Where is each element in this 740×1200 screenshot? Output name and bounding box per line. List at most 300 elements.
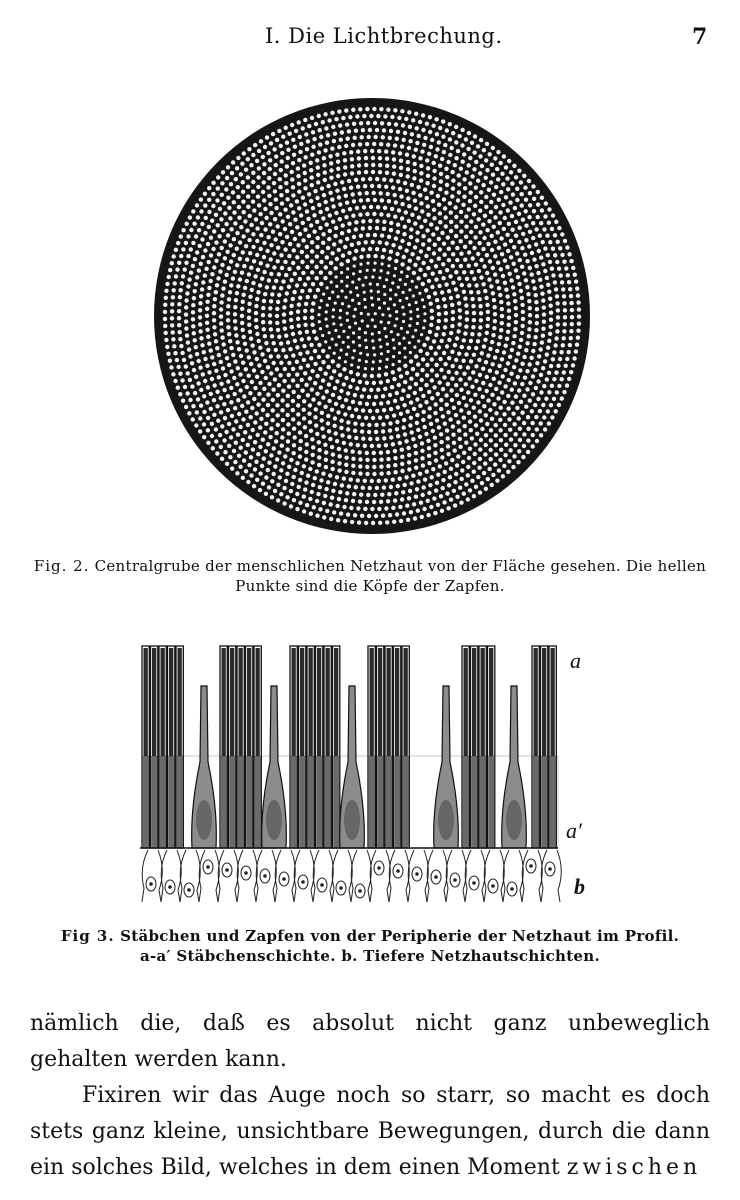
- cone-dot: [460, 128, 464, 132]
- cone-dot: [289, 318, 293, 322]
- cone-dot: [364, 416, 368, 420]
- cone-dot: [440, 455, 444, 459]
- cone-dot: [312, 505, 316, 509]
- cone-dot: [328, 191, 332, 195]
- cone-dot: [416, 479, 420, 483]
- cone-dot: [400, 109, 404, 113]
- cone-dot: [395, 420, 399, 424]
- cone-dot: [519, 400, 523, 404]
- cone-dot: [409, 227, 413, 231]
- cone-dot: [479, 418, 483, 422]
- cone-dot: [201, 372, 205, 376]
- cone-dot: [314, 265, 318, 269]
- cone-dot: [270, 334, 274, 338]
- cone-dot: [320, 186, 324, 190]
- cone-dot: [313, 476, 317, 480]
- cone-dot: [295, 225, 299, 229]
- cone-dot: [462, 290, 466, 294]
- cone-dot: [571, 266, 575, 270]
- cone-dot: [415, 286, 418, 289]
- cone-dot: [197, 359, 201, 363]
- cone-dot: [528, 306, 532, 310]
- cone-dot: [303, 228, 307, 232]
- cone-dot: [356, 185, 360, 189]
- nucleolus: [244, 871, 248, 875]
- cone-dot: [328, 229, 332, 233]
- cone-dot: [505, 233, 509, 237]
- cone-dot: [479, 318, 483, 322]
- cone-dot: [520, 382, 524, 386]
- cone-dot: [420, 333, 423, 336]
- cone-dot: [280, 240, 284, 244]
- cone-dot: [427, 152, 431, 156]
- cone-dot: [383, 302, 386, 305]
- cone-dot: [279, 144, 283, 148]
- cone-dot: [425, 352, 429, 356]
- cone-dot: [247, 323, 251, 327]
- cone-dot: [399, 173, 403, 177]
- cone-dot: [422, 485, 426, 489]
- cone-dot: [267, 278, 271, 282]
- cone-dot: [246, 157, 250, 161]
- cone-dot: [462, 372, 466, 376]
- cone-dot: [257, 392, 261, 396]
- cone-dot: [269, 371, 273, 375]
- cone-dot: [273, 489, 277, 493]
- cone-dot: [542, 227, 546, 231]
- cone-dot: [346, 137, 350, 141]
- cone-dot: [494, 387, 498, 391]
- cone-dot: [483, 452, 487, 456]
- rod-inner-segment: [160, 756, 166, 848]
- cone-dot: [193, 257, 197, 261]
- cone-dot: [441, 486, 445, 490]
- cone-dot: [384, 506, 388, 510]
- cone-dot: [371, 170, 375, 174]
- cone-dot: [321, 241, 325, 245]
- cone-dot: [379, 107, 383, 111]
- cone-dot: [529, 356, 533, 360]
- cone-dot: [261, 482, 265, 486]
- cone-dot: [267, 194, 271, 198]
- cone-dot: [220, 335, 224, 339]
- cone-dot: [268, 435, 272, 439]
- cone-dot: [514, 234, 518, 238]
- cone-dot: [414, 206, 418, 210]
- cone-dot: [387, 307, 390, 310]
- cone-dot: [228, 339, 232, 343]
- cone-dot: [528, 398, 532, 402]
- cone-dot: [437, 284, 441, 288]
- cone-dot: [255, 226, 259, 230]
- cone-dot: [280, 444, 284, 448]
- cone-dot: [440, 231, 444, 235]
- cone-dot: [335, 504, 339, 508]
- cone-dot: [429, 259, 433, 263]
- cone-dot: [198, 301, 202, 305]
- cone-dot: [375, 226, 379, 230]
- cone-dot: [370, 444, 374, 448]
- cone-dot: [346, 267, 349, 270]
- rod-inner-segment: [550, 756, 556, 848]
- cone-dot: [548, 240, 552, 244]
- cone-dot: [455, 495, 459, 499]
- cone-dot: [513, 432, 517, 436]
- cone-dot: [278, 475, 282, 479]
- cone-dot: [534, 227, 538, 231]
- cone-dot: [326, 286, 329, 289]
- cone-dot: [483, 214, 487, 218]
- cone-dot: [469, 359, 473, 363]
- cone-dot: [255, 411, 259, 415]
- cone-dot: [449, 296, 453, 300]
- cone-dot: [220, 424, 224, 428]
- cone-dot: [383, 387, 387, 391]
- cone-dot: [344, 376, 348, 380]
- cone-dot: [516, 275, 520, 279]
- cone-dot: [457, 134, 461, 138]
- cone-dot: [521, 455, 525, 459]
- cone-dot: [531, 349, 535, 353]
- cone-dot: [393, 399, 397, 403]
- cone-dot: [574, 279, 578, 283]
- cone-dot: [342, 151, 346, 155]
- cone-dot: [484, 413, 488, 417]
- cone-dot: [488, 369, 492, 373]
- cone-dot: [500, 314, 504, 318]
- cone-dot: [337, 248, 341, 252]
- cone-dot: [427, 454, 431, 458]
- cone-dot: [358, 213, 362, 217]
- cone-dot: [298, 501, 302, 505]
- cone-dot: [342, 341, 345, 344]
- cone-dot: [297, 324, 301, 328]
- cone-dot: [289, 489, 293, 493]
- cone-dot: [236, 195, 240, 199]
- cone-dot: [420, 149, 424, 153]
- cone-dot: [379, 360, 382, 363]
- figure3-caption: [40, 926, 700, 966]
- cone-dot: [476, 252, 480, 256]
- cone-dot: [388, 393, 392, 397]
- cone-dot: [566, 273, 570, 277]
- cone-dot: [451, 281, 455, 285]
- cone-dot: [447, 247, 451, 251]
- cone-dot: [351, 299, 354, 302]
- cone-dot: [354, 178, 358, 182]
- cone-dot: [331, 489, 335, 493]
- cone-dot: [385, 365, 388, 368]
- cone-dot: [368, 486, 372, 490]
- cone-dot: [423, 319, 426, 322]
- cone-dot: [325, 207, 329, 211]
- cone-dot: [494, 185, 498, 189]
- cone-dot: [344, 448, 348, 452]
- fovea-illustration: [152, 96, 592, 536]
- cone-dot: [449, 388, 453, 392]
- cone-dot: [230, 466, 234, 470]
- rod-inner-segment: [151, 756, 157, 848]
- cone-dot: [257, 203, 261, 207]
- cone-dot: [223, 416, 227, 420]
- cone-dot: [181, 274, 185, 278]
- cone-dot: [534, 328, 538, 332]
- cone-dot: [417, 134, 421, 138]
- cone-dot: [313, 381, 317, 385]
- cone-dot: [451, 264, 455, 268]
- cone-dot: [382, 227, 386, 231]
- cone-dot: [248, 435, 252, 439]
- cone-dot: [404, 356, 407, 359]
- cone-dot: [267, 176, 271, 180]
- cone-dot: [251, 232, 255, 236]
- cone-dot: [303, 309, 307, 313]
- cone-dot: [328, 331, 331, 334]
- cone-dot: [238, 465, 242, 469]
- cone-dot: [349, 477, 353, 481]
- cone-dot: [175, 267, 179, 271]
- cone-dot: [416, 362, 420, 366]
- cone-dot: [275, 138, 279, 142]
- cone-dot: [464, 482, 468, 486]
- cone-dot: [257, 166, 261, 170]
- cone-dot: [439, 179, 443, 183]
- cone-dot: [553, 253, 557, 257]
- cone-dot: [378, 156, 382, 160]
- cone-dot: [534, 264, 538, 268]
- cone-dot: [334, 329, 337, 332]
- cone-dot: [258, 212, 262, 216]
- cone-dot: [394, 200, 398, 204]
- cone-dot: [263, 334, 267, 338]
- cone-dot: [485, 324, 489, 328]
- cone-dot: [175, 358, 179, 362]
- cone-dot: [360, 429, 364, 433]
- cone-dot: [400, 497, 404, 501]
- cone-dot: [278, 185, 282, 189]
- cone-dot: [407, 453, 411, 457]
- cone-dot: [305, 330, 309, 334]
- cone-dot: [311, 282, 315, 286]
- cone-dot: [446, 160, 450, 164]
- cone-dot: [255, 159, 259, 163]
- cone-dot: [372, 500, 376, 504]
- cone-dot: [396, 405, 400, 409]
- cone-dot: [282, 486, 286, 490]
- cone-dot: [324, 450, 328, 454]
- cone-dot: [478, 490, 482, 494]
- cone-dot: [374, 262, 377, 265]
- cone-dot: [357, 366, 360, 369]
- cone-dot: [523, 253, 527, 257]
- cone-dot: [368, 247, 372, 251]
- cone-dot: [445, 128, 449, 132]
- cone-dot: [274, 279, 278, 283]
- cone-dot: [457, 182, 461, 186]
- cone-dot: [198, 315, 202, 319]
- cone-dot: [342, 441, 346, 445]
- cone-dot: [402, 313, 405, 316]
- cone-dot: [192, 368, 196, 372]
- cone-dot: [352, 256, 356, 260]
- cone-dot: [506, 406, 510, 410]
- cone-dot: [286, 422, 290, 426]
- cone-dot: [292, 248, 296, 252]
- cone-dot: [340, 231, 344, 235]
- cone-dot: [525, 259, 529, 263]
- cone-dot: [324, 126, 328, 130]
- cone-dot: [517, 388, 521, 392]
- cone-dot: [370, 507, 374, 511]
- cone-dot: [376, 283, 379, 286]
- cone-dot: [522, 444, 526, 448]
- cone-dot: [270, 292, 274, 296]
- cone-dot: [375, 128, 379, 132]
- cone-dot: [333, 182, 337, 186]
- cone-dot: [376, 388, 380, 392]
- cone-dot: [333, 352, 336, 355]
- rod-inner-segment: [221, 756, 227, 848]
- cone-dot: [276, 328, 280, 332]
- cone-dot: [530, 409, 534, 413]
- cone-dot: [534, 415, 538, 419]
- cone-dot: [277, 450, 281, 454]
- cone-dot: [401, 123, 405, 127]
- cone-dot: [206, 416, 210, 420]
- cone-dot: [304, 302, 308, 306]
- cone-dot: [402, 511, 406, 515]
- cone-dot: [408, 139, 412, 143]
- cone-dot: [395, 512, 399, 516]
- cone-dot: [549, 325, 553, 329]
- cone-dot: [286, 413, 290, 417]
- cone-dot: [524, 278, 528, 282]
- cone-dot: [365, 360, 368, 363]
- cone-dot: [340, 404, 344, 408]
- cone-dot: [338, 490, 342, 494]
- cone-dot: [354, 436, 358, 440]
- cone-dot: [269, 354, 273, 358]
- cone-dot: [358, 191, 362, 195]
- cone-dot: [308, 497, 312, 501]
- cone-dot: [239, 172, 243, 176]
- cone-dot: [511, 465, 515, 469]
- cone-dot: [206, 441, 210, 445]
- cone-dot: [234, 441, 238, 445]
- cone-dot: [501, 182, 505, 186]
- cone-dot: [252, 397, 256, 401]
- rod-outer-segment: [489, 648, 493, 756]
- cone-dot: [510, 401, 514, 405]
- cone-dot: [547, 221, 551, 225]
- cone-dot: [446, 436, 450, 440]
- cone-dot: [384, 185, 388, 189]
- cone-dot: [496, 150, 500, 154]
- cone-dot: [285, 141, 289, 145]
- cone-dot: [241, 180, 245, 184]
- cone-dot: [501, 474, 505, 478]
- cone-dot: [276, 413, 280, 417]
- cone-dot: [491, 266, 495, 270]
- cone-dot: [229, 346, 233, 350]
- cone-dot: [460, 345, 464, 349]
- cone-dot: [389, 407, 393, 411]
- cone-dot: [216, 175, 220, 179]
- cone-dot: [214, 439, 218, 443]
- cone-dot: [289, 504, 293, 508]
- cone-dot: [332, 369, 336, 373]
- cone-dot: [324, 372, 328, 376]
- cone-dot: [295, 283, 299, 287]
- cone-dot: [267, 461, 271, 465]
- cone-dot: [489, 180, 493, 184]
- cone-dot: [368, 409, 372, 413]
- cone-dot: [456, 198, 460, 202]
- cone-dot: [177, 323, 181, 327]
- cone-dot: [475, 432, 479, 436]
- cone-dot: [297, 303, 301, 307]
- cone-dot: [494, 205, 498, 209]
- cone-dot: [413, 516, 417, 520]
- cone-dot: [514, 220, 518, 224]
- cone-dot: [367, 514, 371, 518]
- cone-dot: [406, 331, 409, 334]
- cone-dot: [183, 385, 187, 389]
- cone-dot: [556, 240, 560, 244]
- cone-dot: [461, 160, 465, 164]
- cone-dot: [244, 450, 248, 454]
- cone-dot: [305, 442, 309, 446]
- cone-dot: [205, 321, 209, 325]
- cone-dot: [476, 179, 480, 183]
- cone-dot: [478, 373, 482, 377]
- cone-dot: [252, 350, 256, 354]
- cone-dot: [400, 448, 404, 452]
- cone-dot: [548, 260, 552, 264]
- cone-dot: [322, 156, 326, 160]
- cone-body: [344, 800, 360, 840]
- cone-dot: [190, 384, 194, 388]
- nucleolus: [396, 869, 400, 873]
- cone-dot: [537, 249, 541, 253]
- cone-dot: [185, 333, 189, 337]
- cone-dot: [272, 341, 276, 345]
- cone-dot: [369, 114, 373, 118]
- cone-dot: [518, 427, 522, 431]
- cone-dot: [255, 375, 259, 379]
- cone-dot: [397, 116, 401, 120]
- cone-dot: [542, 312, 546, 316]
- cone-dot: [212, 265, 216, 269]
- cone-dot: [473, 415, 477, 419]
- cone-dot: [513, 299, 517, 303]
- cone-dot: [526, 292, 530, 296]
- cone-dot: [306, 217, 310, 221]
- cone-dot: [292, 475, 296, 479]
- cone-dot: [555, 260, 559, 264]
- cell-outline: [313, 850, 333, 902]
- cone-dot: [485, 389, 489, 393]
- cone-dot: [233, 406, 237, 410]
- rod-outer-segment: [144, 648, 148, 756]
- cone-dot: [228, 290, 232, 294]
- cone-dot: [290, 230, 294, 234]
- cone-dot: [381, 262, 384, 265]
- cone-dot: [488, 152, 492, 156]
- cone-dot: [418, 268, 422, 272]
- cone-dot: [517, 169, 521, 173]
- cone-dot: [339, 419, 343, 423]
